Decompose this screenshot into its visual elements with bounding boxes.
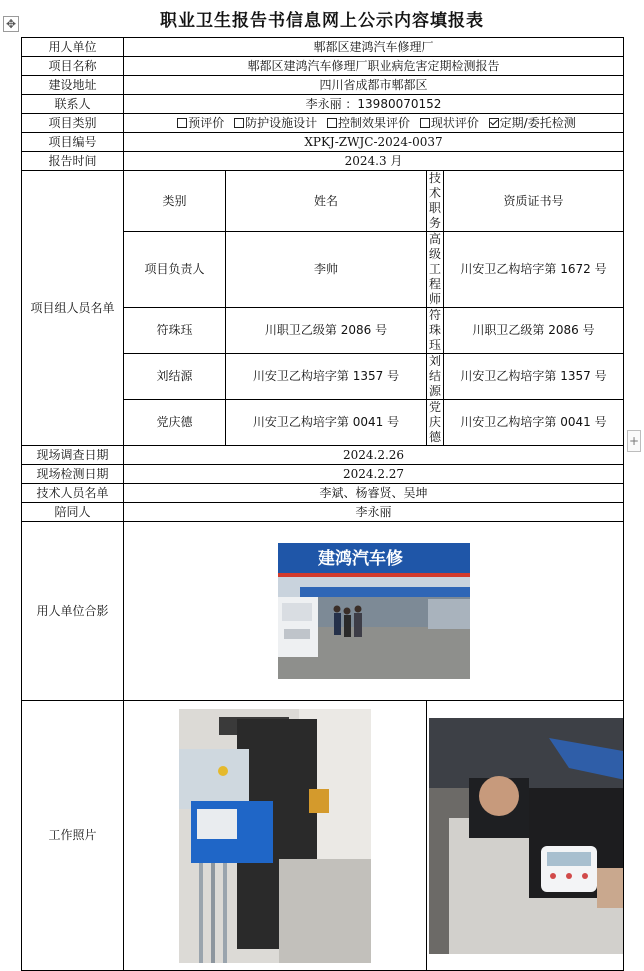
form-table [21, 37, 624, 971]
team-cell-title[interactable]: 刘结源 [427, 354, 444, 400]
checked-checkbox-icon[interactable] [489, 118, 499, 128]
escort-label: 陪同人 [22, 503, 124, 522]
checkbox-icon[interactable] [177, 118, 187, 128]
employer-label: 用人单位 [22, 38, 124, 57]
group-photo-cell [124, 522, 624, 701]
category-option[interactable]: 控制效果评价 [321, 116, 410, 130]
row-group-photo [22, 522, 624, 701]
plus-icon[interactable]: + [627, 430, 641, 452]
checkbox-icon[interactable] [327, 118, 337, 128]
team-cell-title[interactable]: 高级工程师 [427, 232, 444, 308]
row-tech-staff [22, 484, 624, 503]
address-label: 建设地址 [22, 76, 124, 95]
escort-value[interactable]: 李永丽 [124, 503, 624, 522]
category-label: 项目类别 [22, 114, 124, 133]
category-option[interactable]: 现状评价 [414, 116, 479, 130]
report-time-value[interactable]: 2024.3 月 [124, 152, 624, 171]
row-site-survey [22, 446, 624, 465]
team-header-name: 姓名 [226, 171, 427, 232]
team-cell-cert[interactable]: 川安卫乙构培字第 1672 号 [444, 232, 624, 308]
shop-sign-text: 建鸿汽车修 [317, 549, 403, 569]
team-cell-name[interactable]: 川安卫乙构培字第 1357 号 [226, 354, 427, 400]
contact-label: 联系人 [22, 95, 124, 114]
project-name-label: 项目名称 [22, 57, 124, 76]
team-cell-cert[interactable]: 川安卫乙构培字第 1357 号 [444, 354, 624, 400]
row-project-name [22, 57, 624, 76]
group-photo-label: 用人单位合影 [22, 522, 124, 701]
site-survey-label: 现场调查日期 [22, 446, 124, 465]
work-photo-cell-2 [427, 701, 624, 971]
team-cell-name[interactable]: 川职卫乙级第 2086 号 [226, 308, 427, 354]
row-site-test [22, 465, 624, 484]
checkbox-icon[interactable] [234, 118, 244, 128]
team-cell-name[interactable]: 川安卫乙构培字第 0041 号 [226, 400, 427, 446]
page-title: 职业卫生报告书信息网上公示内容填报表 [160, 11, 484, 31]
checkbox-icon[interactable] [420, 118, 430, 128]
row-contact [22, 95, 624, 114]
category-option[interactable]: 防护设施设计 [228, 116, 317, 130]
project-no-value[interactable]: XPKJ-ZWJC-2024-0037 [124, 133, 624, 152]
team-label: 项目组人员名单 [22, 171, 124, 446]
site-test-value[interactable]: 2024.2.27 [124, 465, 624, 484]
team-header-category: 类别 [124, 171, 226, 232]
team-header-cert: 资质证书号 [444, 171, 624, 232]
project-no-label: 项目编号 [22, 133, 124, 152]
team-cell-name[interactable]: 李帅 [226, 232, 427, 308]
tech-staff-label: 技术人员名单 [22, 484, 124, 503]
team-cell-category[interactable]: 刘结源 [124, 354, 226, 400]
category-option[interactable]: 预评价 [171, 116, 224, 130]
team-cell-category[interactable]: 符珠珏 [124, 308, 226, 354]
work-photo-image-2[interactable] [429, 718, 624, 954]
table-move-handle-icon[interactable]: ✥ [3, 16, 19, 32]
employer-value[interactable]: 郫都区建鸿汽车修理厂 [124, 38, 624, 57]
row-report-time [22, 152, 624, 171]
site-test-label: 现场检测日期 [22, 465, 124, 484]
work-photo-image-1[interactable] [179, 709, 371, 963]
group-photo-image[interactable] [278, 543, 470, 679]
row-address [22, 76, 624, 95]
team-cell-cert[interactable]: 川职卫乙级第 2086 号 [444, 308, 624, 354]
contact-value[interactable]: 李永丽 ：13980070152 [124, 95, 624, 114]
team-cell-title[interactable]: 符珠珏 [427, 308, 444, 354]
row-employer [22, 38, 624, 57]
category-option[interactable]: 定期/委托检测 [483, 116, 576, 130]
tech-staff-value[interactable]: 李斌、杨睿贤、吴坤 [124, 484, 624, 503]
work-photo-cell-1 [124, 701, 427, 971]
row-category [22, 114, 624, 133]
team-header-row [22, 171, 624, 232]
team-cell-category[interactable]: 党庆德 [124, 400, 226, 446]
report-time-label: 报告时间 [22, 152, 124, 171]
team-header-title: 技术职务 [427, 171, 444, 232]
row-escort [22, 503, 624, 522]
row-work-photo [22, 701, 624, 971]
address-value[interactable]: 四川省成都市郫都区 [124, 76, 624, 95]
team-cell-title[interactable]: 党庆德 [427, 400, 444, 446]
project-name-value[interactable]: 郫都区建鸿汽车修理厂职业病危害定期检测报告 [124, 57, 624, 76]
row-project-no [22, 133, 624, 152]
team-cell-cert[interactable]: 川安卫乙构培字第 0041 号 [444, 400, 624, 446]
site-survey-value[interactable]: 2024.2.26 [124, 446, 624, 465]
category-options [124, 114, 624, 133]
team-cell-category[interactable]: 项目负责人 [124, 232, 226, 308]
work-photo-label: 工作照片 [22, 701, 124, 971]
